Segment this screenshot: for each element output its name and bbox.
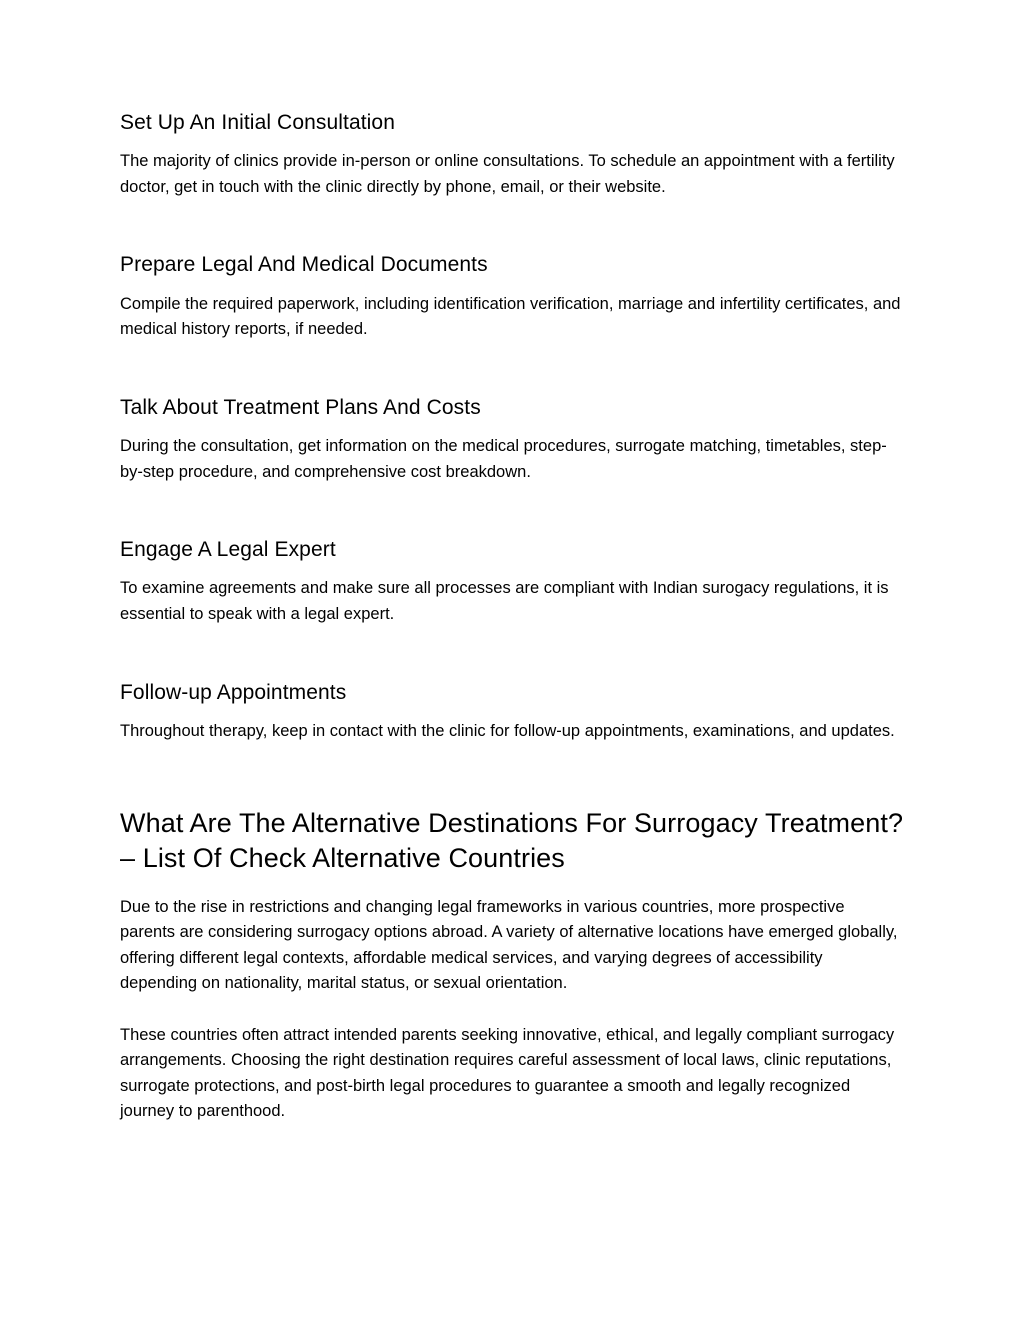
section-body: The majority of clinics provide in-person or online consultations. To schedule an appointment with a fertility doctor, get in touch with the clinic directly by phone, email, or their website. xyxy=(120,152,895,196)
alt-paragraph-1: Due to the rise in restrictions and changing legal frameworks in various countries, more prospective parents are considering surrogacy options abroad. A variety of alternative locations have emerged globally, offering different legal contexts, affordable medical services, and varying degrees of accessibility depending on nationality, marital status, or sexual orientation. xyxy=(120,897,898,993)
section-legal-medical-documents xyxy=(120,252,904,342)
section-initial-consultation xyxy=(120,110,904,200)
section-follow-up-appointments xyxy=(120,680,904,745)
section-heading: Prepare Legal And Medical Documents xyxy=(120,253,488,277)
section-body: Compile the required paperwork, including identification verification, marriage and infertility certificates, and medical history reports, if needed. xyxy=(120,294,901,339)
main-heading: What Are The Alternative Destinations For Surrogacy Treatment? – List Of Check Alternative Countries xyxy=(120,808,904,874)
alt-paragraph-2: These countries often attract intended parents seeking innovative, ethical, and legally compliant surrogacy arrangements. Choosing the right destination requires careful assessment of local laws, clinic reputations, surrogate protections, and post-birth legal procedures to guarantee a smooth and legally recognized journey to parenthood. xyxy=(120,1025,895,1121)
section-heading: Engage A Legal Expert xyxy=(120,538,336,562)
section-heading: Set Up An Initial Consultation xyxy=(120,111,395,134)
section-heading: Talk About Treatment Plans And Costs xyxy=(120,395,481,419)
section-body: To examine agreements and make sure all processes are compliant with Indian surogacy regulations, it is essential to speak with a legal expert. xyxy=(120,579,889,623)
section-body: Throughout therapy, keep in contact with the clinic for follow-up appointments, examinations, and updates. xyxy=(120,721,895,740)
section-treatment-plans-costs xyxy=(120,395,904,485)
section-alternative-destinations xyxy=(120,806,904,1125)
section-body: During the consultation, get information on the medical procedures, surrogate matching, timetables, step-by-step procedure, and comprehensive cost breakdown. xyxy=(120,437,887,481)
section-engage-legal-expert xyxy=(120,537,904,627)
section-heading: Follow-up Appointments xyxy=(120,680,347,704)
